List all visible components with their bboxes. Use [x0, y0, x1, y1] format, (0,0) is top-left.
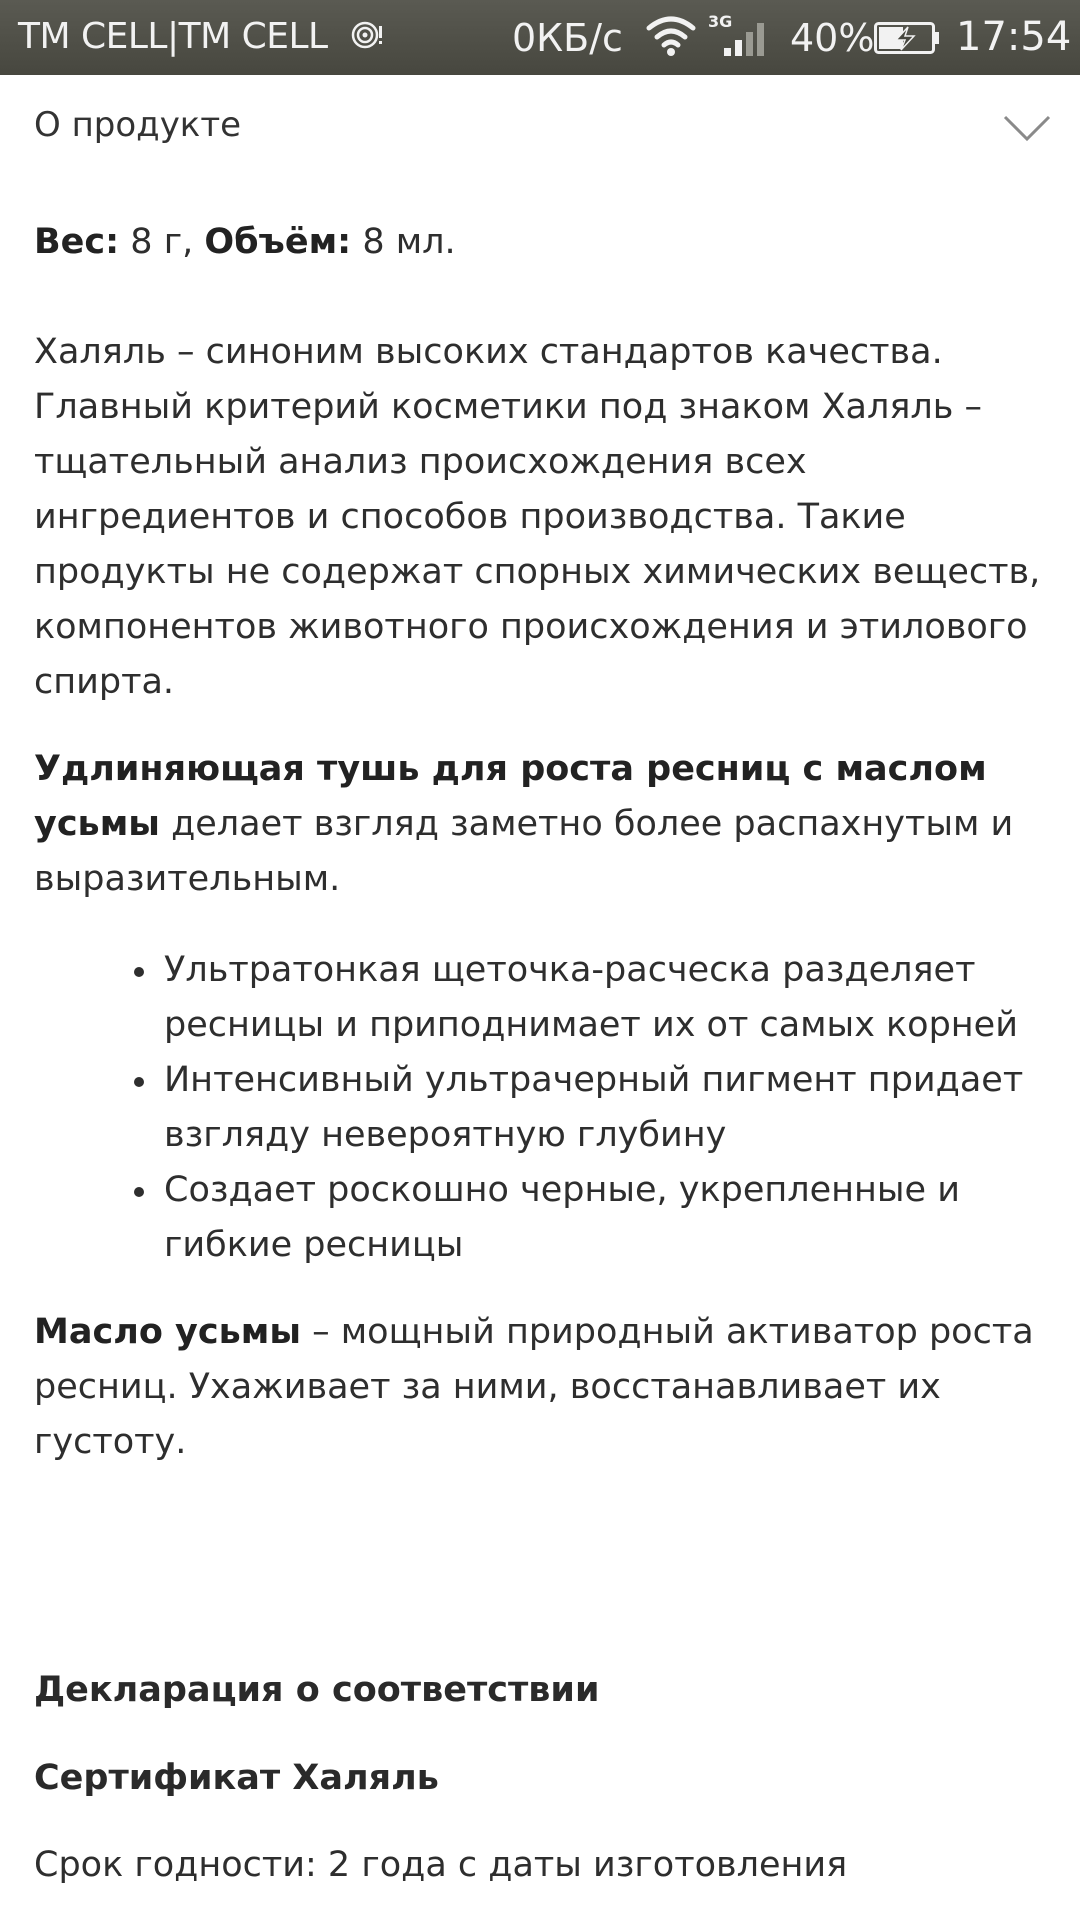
weight-label: Вес:: [34, 222, 120, 262]
oil-description: [34, 1305, 1054, 1470]
carrier-name: TM CELL|TM CELL: [18, 16, 328, 57]
mascara-text: делает взгляд заметно более распахнутым и выразительным.: [34, 804, 1014, 899]
oil-text: – мощный природный активатор роста ресниц. Ухаживает за ними, восстанавливает их густоту.: [34, 1312, 1034, 1462]
list-item-text: Интенсивный ультрачерный пигмент придает взгляду невероятную глубину: [164, 1060, 1024, 1155]
network-speed: 0КБ/с: [512, 16, 623, 60]
clock: 17:54: [956, 14, 1072, 60]
oil-title: Масло усьмы: [34, 1312, 302, 1352]
bullet-icon: [134, 1187, 144, 1197]
shelf-life: Срок годности: 2 года с даты изготовления: [34, 1845, 848, 1885]
status-bar: [0, 0, 1080, 75]
section-title: О продукте: [34, 105, 242, 145]
product-details: [34, 75, 1054, 1885]
wifi-icon: [646, 14, 696, 58]
mascara-title: Удлиняющая тушь для роста ресниц с маслом усьмы: [34, 749, 987, 844]
network-type-label: 3G: [708, 12, 733, 31]
volume-value: 8 мл.: [351, 222, 456, 262]
list-item: [164, 943, 1054, 1053]
volume-label: Объём:: [204, 222, 352, 262]
bullet-icon: [134, 967, 144, 977]
list-item-text: Ультратонкая щеточка-расческа разделяет ресницы и приподнимает их от самых корней: [164, 950, 1018, 1045]
specs-line: [34, 215, 456, 270]
mascara-description: [34, 742, 1054, 907]
list-item-text: Создает роскошно черные, укрепленные и гибкие ресницы: [164, 1170, 960, 1265]
list-item: [164, 1163, 1054, 1273]
battery-percent: 40%: [790, 16, 875, 60]
weight-value: 8 г,: [119, 222, 205, 262]
chevron-down-icon[interactable]: [1002, 113, 1052, 143]
halal-description: Халяль – синоним высоких стандартов качества. Главный критерий косметики под знаком Халяль – тщательный анализ происхождения всех ингредиентов и способов производства. Такие продукты не содержат спорных химических веществ, компонентов животного происхождения и этилового спирта.: [34, 332, 1041, 702]
halal-certificate-link[interactable]: Сертификат Халяль: [34, 1758, 439, 1798]
bullet-icon: [134, 1077, 144, 1087]
signal-icon: [708, 12, 766, 58]
declaration-link[interactable]: Декларация о соответствии: [34, 1670, 600, 1710]
feature-list: [164, 943, 1054, 1273]
hotspot-icon: [350, 20, 384, 54]
list-item: [164, 1053, 1054, 1163]
about-product-header[interactable]: [34, 75, 1054, 170]
battery-charging-icon: [874, 22, 940, 54]
